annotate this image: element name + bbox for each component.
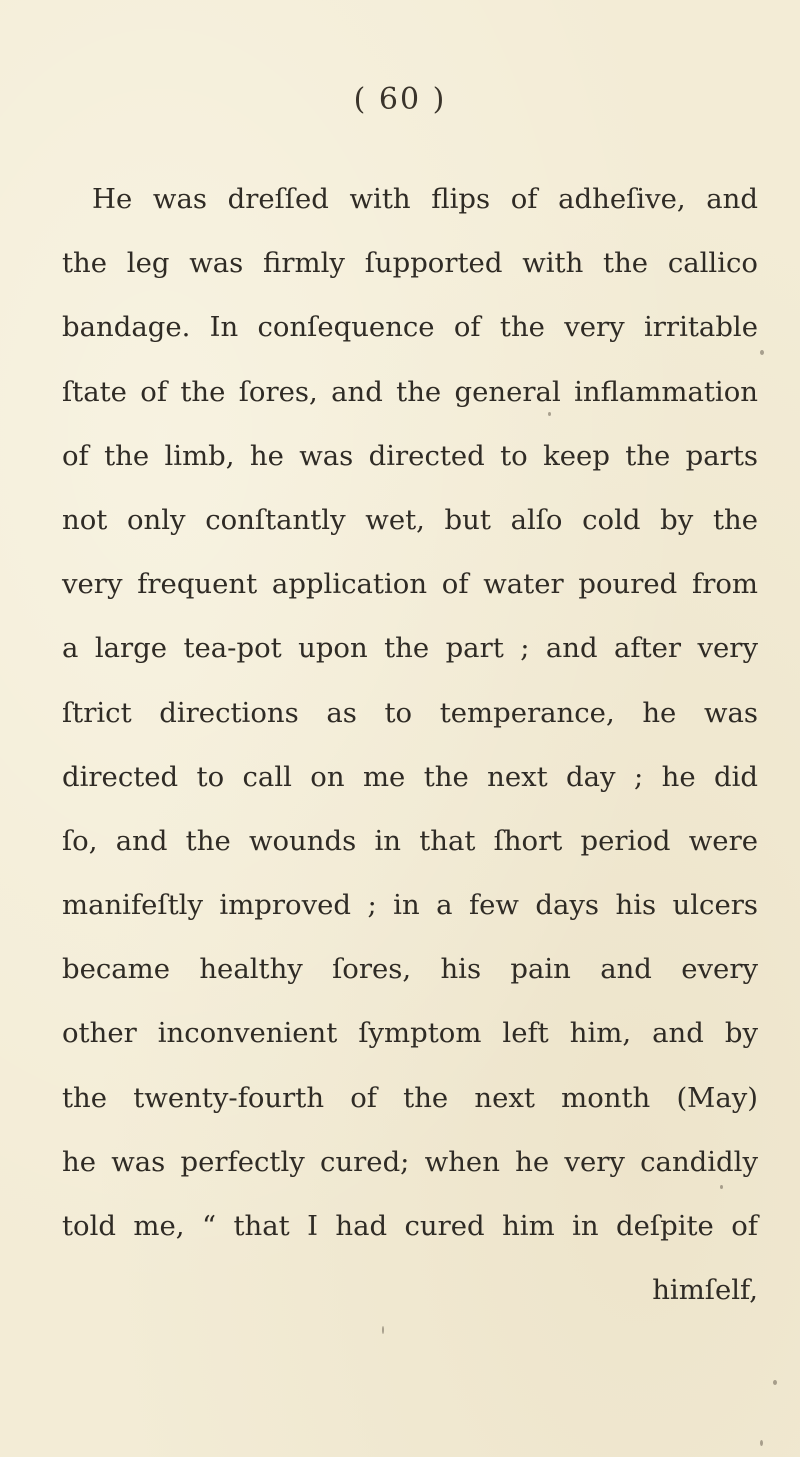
- text-line: told me, “ that I had cured him in deſpite of: [62, 1210, 758, 1242]
- paper-speck: [760, 350, 764, 355]
- text-line: he was perfectly cured; when he very candidly: [62, 1145, 758, 1178]
- paper-speck: [548, 412, 551, 416]
- text-line: very frequent application of water poured from: [62, 568, 758, 601]
- text-line: the leg was firmly ſupported with the callico: [62, 247, 758, 280]
- text-line: a large tea-pot upon the part ; and after very: [62, 632, 758, 665]
- text-line: other inconvenient ſymptom left him, and by: [62, 1017, 758, 1050]
- text-line-catchword: himſelf,: [652, 1274, 758, 1307]
- text-line: ſtrict directions as to temperance, he was: [62, 696, 758, 729]
- paper-speck: [760, 1440, 763, 1446]
- text-line: He was dreſſed with flips of adheſive, and: [92, 183, 758, 215]
- paper-speck: [720, 1185, 723, 1189]
- text-line: directed to call on me the next day ; he did: [62, 760, 758, 793]
- paper-speck: [382, 1326, 384, 1334]
- text-line: not only conſtantly wet, but alſo cold by the: [62, 503, 758, 536]
- body-text: [62, 183, 758, 1341]
- text-line: manifeſtly improved ; in a few days his ulcers: [62, 889, 758, 922]
- page-number: ( 60 ): [353, 82, 447, 117]
- text-line: the twenty-fourth of the next month (May): [62, 1081, 758, 1114]
- text-line: ſtate of the ſores, and the general inflammation: [62, 375, 758, 408]
- text-line: ſo, and the wounds in that ſhort period were: [62, 824, 758, 857]
- paper-speck: [773, 1380, 777, 1385]
- text-line: bandage. In conſequence of the very irritable: [62, 311, 758, 344]
- text-line: became healthy ſores, his pain and every: [62, 953, 758, 986]
- text-line: of the limb, he was directed to keep the parts: [62, 439, 758, 472]
